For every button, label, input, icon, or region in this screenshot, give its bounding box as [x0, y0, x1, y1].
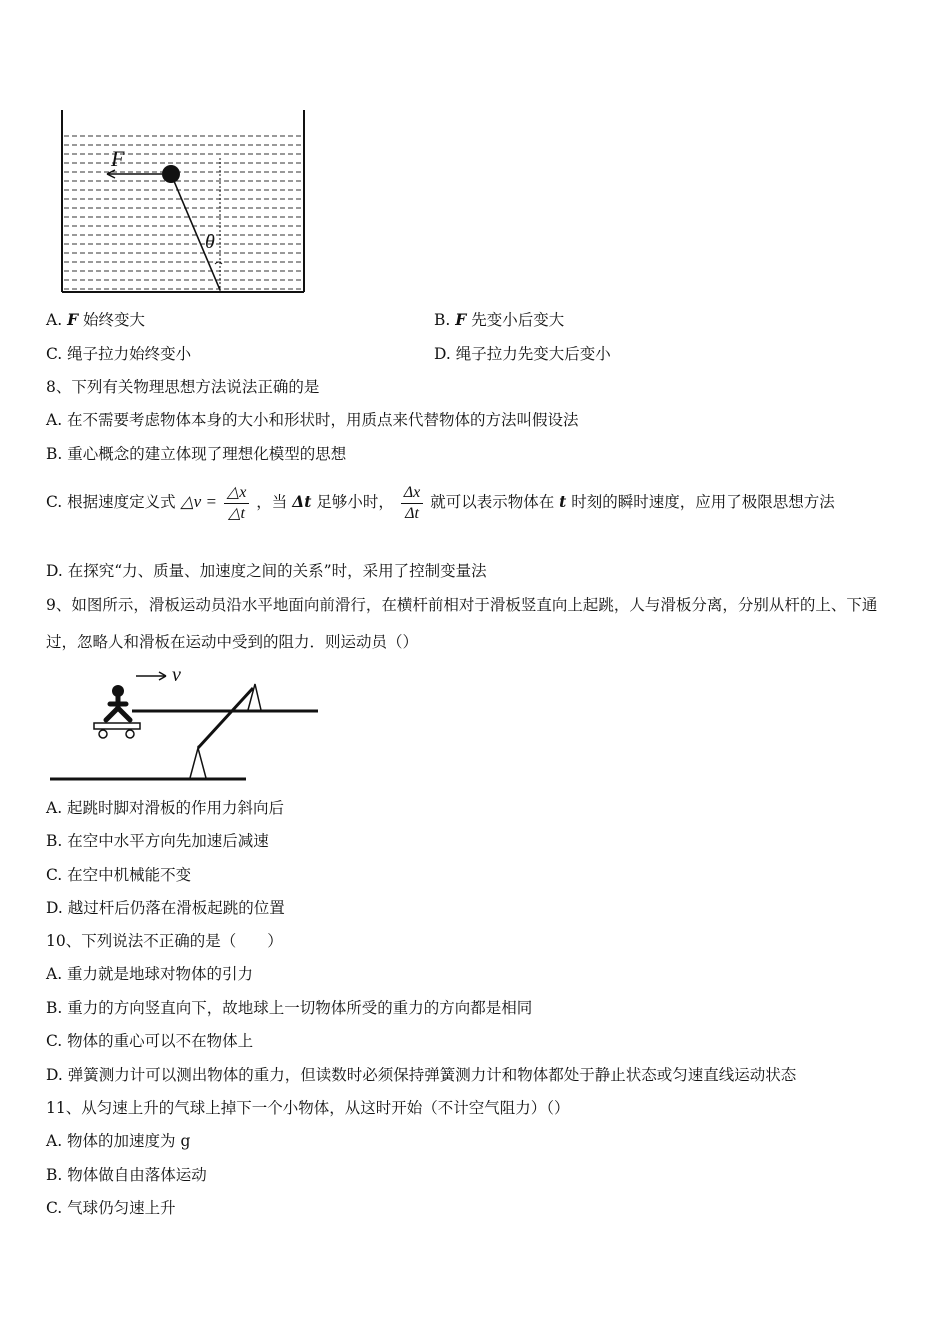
skateboard-wheel-left	[99, 730, 107, 738]
velocity-definition: △v =	[180, 492, 217, 511]
q8-option-c	[46, 480, 835, 524]
fraction-dx-dt: $\frac{\triangle x}{\triangle t}$	[224, 483, 249, 524]
figure-liquid-container	[55, 108, 315, 298]
option-text: C. 根据速度定义式	[46, 493, 176, 511]
figure-skateboard-bar	[48, 662, 328, 786]
option-text: ，当	[256, 493, 288, 511]
option-text: 时刻的瞬时速度，应用了极限思想方法	[571, 493, 835, 511]
option-symbol: F	[455, 310, 467, 329]
velocity-label: v	[172, 664, 181, 686]
q7-option-c: C. 绳子拉力始终变小	[46, 345, 192, 363]
support-strut	[198, 688, 253, 748]
time-symbol: t	[559, 492, 567, 511]
lower-bracket	[190, 748, 206, 778]
q7-option-d: D. 绳子拉力先变大后变小	[434, 345, 611, 363]
q9-stem-line2: 过，忽略人和滑板在运动中受到的阻力．则运动员（）	[46, 633, 419, 651]
option-letter: B.	[434, 311, 456, 329]
skater-body	[106, 697, 130, 720]
q7-option-a	[46, 309, 145, 331]
option-text: 就可以表示物体在	[430, 493, 555, 511]
fraction-dx-dt-2: $\frac{\Delta x}{\Delta t}$	[401, 483, 424, 524]
q8-stem: 8、下列有关物理思想方法说法正确的是	[46, 378, 320, 396]
liquid-dashes	[64, 136, 302, 289]
option-letter: A.	[46, 311, 68, 329]
q9-stem-line1: 9、如图所示，滑板运动员沿水平地面向前滑行，在横杆前相对于滑板竖直向上起跳，人与滑板分离，分别从杆的上、下通	[46, 596, 878, 614]
ball	[162, 165, 180, 183]
q8-option-d: D. 在探究“力、质量、加速度之间的关系”时，采用了控制变量法	[46, 562, 487, 580]
q8-option-b: B. 重心概念的建立体现了理想化模型的思想	[46, 445, 347, 463]
upper-bracket	[248, 684, 261, 710]
q11-option-a: A. 物体的加速度为 g	[46, 1132, 191, 1150]
q10-option-b: B. 重力的方向竖直向下，故地球上一切物体所受的重力的方向都是相同	[46, 999, 533, 1017]
angle-label: θ	[205, 231, 215, 253]
force-label: F	[111, 146, 125, 171]
skateboard-deck	[94, 723, 140, 729]
q9-option-d: D. 越过杆后仍落在滑板起跳的位置	[46, 899, 285, 917]
q9-option-c: C. 在空中机械能不变	[46, 866, 192, 884]
q8-option-a: A. 在不需要考虑物体本身的大小和形状时，用质点来代替物体的方法叫假设法	[46, 411, 579, 429]
q10-option-d: D. 弹簧测力计可以测出物体的重力，但读数时必须保持弹簧测力计和物体都处于静止状态或匀速直线运动状态	[46, 1066, 797, 1084]
delta-t: Δt	[292, 492, 312, 511]
q11-stem: 11、从匀速上升的气球上掉下一个小物体，从这时开始（不计空气阻力）（）	[46, 1099, 570, 1117]
option-text: 先变小后变大	[466, 311, 565, 329]
q10-option-c: C. 物体的重心可以不在物体上	[46, 1032, 254, 1050]
q11-option-c: C. 气球仍匀速上升	[46, 1199, 176, 1217]
q10-option-a: A. 重力就是地球对物体的引力	[46, 965, 254, 983]
option-symbol: F	[67, 310, 79, 329]
q9-option-b: B. 在空中水平方向先加速后减速	[46, 832, 269, 850]
q11-option-b: B. 物体做自由落体运动	[46, 1166, 207, 1184]
q9-option-a: A. 起跳时脚对滑板的作用力斜向后	[46, 799, 285, 817]
q7-option-b	[434, 309, 564, 331]
skateboard-wheel-right	[126, 730, 134, 738]
option-text: 始终变大	[78, 311, 146, 329]
option-text: 足够小时，	[316, 493, 394, 511]
q10-stem: 10、下列说法不正确的是（ ）	[46, 932, 283, 950]
